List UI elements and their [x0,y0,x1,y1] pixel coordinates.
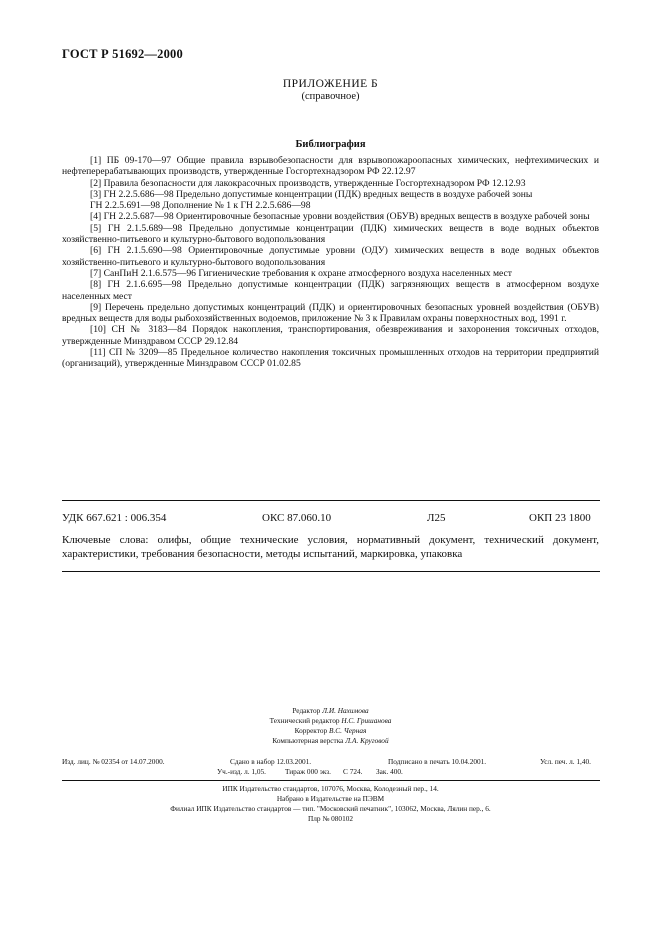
bibliography-item: [2] Правила безопасности для лакокрасочных производств, утвержденные Госгортехнадзором РФ 12.12.93 [90,177,526,189]
print-run: Тираж 000 экз. [285,767,331,776]
bottom-divider [62,571,600,572]
layout-line: Компьютерная верстка Л.А. Круговой [272,736,389,745]
bibliography-list [62,155,599,370]
udk-code: УДК 667.621 : 006.354 [62,512,167,524]
keywords [62,533,599,561]
bibliography-item: [10] СН № 3183—84 Порядок накопления, транспортирования, обезвреживания и захоронения токсичных отходов, утвержденные Минздравом СССР 29.12.84 [62,324,599,347]
bibliography-item: [11] СП № 3209—85 Предельное количество накопления токсичных промышленных отходов на территории предприятий (организаций), утвержденные Минздравом СССР 01.02.85 [62,347,599,370]
editor-name: Л.И. Нахимова [322,706,369,715]
editor-line: Редактор Л.И. Нахимова [292,706,369,715]
appendix-title: ПРИЛОЖЕНИЕ Б [282,78,379,90]
publisher: ИПК Издательство стандартов, 107076, Москва, Колодезный пер., 14. [222,784,439,793]
standard-header: ГОСТ Р 51692—2000 [62,47,183,61]
set-date: Сдано в набор 12.03.2001. [230,757,312,766]
license: Изд. лиц. № 02354 от 14.07.2000. [62,757,165,766]
corrector-line: Корректор В.С. Черная [294,726,367,735]
corrector-name: В.С. Черная [328,726,367,735]
bibliography-item: [6] ГН 2.1.5.690—98 Ориентировочные допустимые уровни (ОДУ) химических веществ в воде водных объектов хозяйственно-питьевого и культурно-бытового водопользования [62,245,599,268]
keywords-label: Ключевые слова: [62,534,149,546]
pub-sheets: Уч.-изд. л. 1,05. [217,767,266,776]
keywords-text: олифы, общие технические условия, нормативный документ, технический документ, характеристики, требования безопасности, методы испытаний, маркировка, упаковка [62,534,599,560]
top-divider [62,500,600,501]
bibliography-item: [4] ГН 2.2.5.687—98 Ориентировочные безопасные уровни воздействия (ОБУВ) вредных веществ в воздухе рабочей зоны [90,211,590,223]
okp-code: ОКП 23 1800 [529,512,591,524]
oks-code: ОКС 87.060.10 [262,512,332,524]
bibliography-item: [3] ГН 2.2.5.686—98 Предельно допустимые концентрации (ПДК) вредных веществ в воздухе рабочей зоны [90,188,533,200]
order-c: С 724. [343,767,363,776]
typeset-note: Набрано в Издательстве на ПЭВМ [276,794,385,803]
bibliography-item: [7] СанПиН 2.1.6.575—96 Гигиенические требования к охране атмосферного воздуха населенных мест [90,267,512,279]
plr-number: Плр № 080102 [307,814,354,823]
group-code: Л25 [427,512,446,524]
appendix-note: (справочное) [301,91,360,102]
bibliography-item: ГН 2.2.5.691—98 Дополнение № 1 к ГН 2.2.5.686—98 [90,200,311,212]
print-date: Подписано в печать 10.04.2001. [388,757,487,766]
imprint-divider [62,780,600,781]
bibliography-item: [1] ПБ 09-170—97 Общие правила взрывобезопасности для взрывопожароопасных химических, нефтехимических и нефтеперерабатывающих производств, утвержденные Госгортехнадзором РФ 22.12.97 [62,155,599,178]
bibliography-item: [5] ГН 2.1.5.689—98 Предельно допустимые концентрации (ПДК) химических веществ в воде водных объектов хозяйственно-питьевого и культурно-бытового водопользования [62,222,599,246]
tech-editor-line: Технический редактор Н.С. Гришанова [269,716,392,725]
bibliography-title: Библиография [295,139,366,150]
bibliography-item: [8] ГН 2.1.6.695—98 Предельно допустимые концентрации (ПДК) загрязняющих веществ в атмосферном воздухе населенных мест [62,279,599,302]
tech-editor-name: Н.С. Гришанова [341,716,392,725]
bibliography-item: [9] Перечень предельно допустимых концентраций (ПДК) и ориентировочных безопасных уровней воздействия (ОБУВ) вредных веществ для воды рыбохозяйственных водоемов, приложение № 3 к Правилам охраны поверхностных вод, 1991 г. [62,301,599,325]
print-sheets: Усл. печ. л. 1,40. [540,757,591,766]
branch-address: Филиал ИПК Издательство стандартов — тип. "Московский печатник", 103062, Москва, Лялин пер., 6. [170,804,491,813]
layout-name: Л.А. Круговой [345,736,389,745]
order-number: Зак. 400. [376,767,403,776]
